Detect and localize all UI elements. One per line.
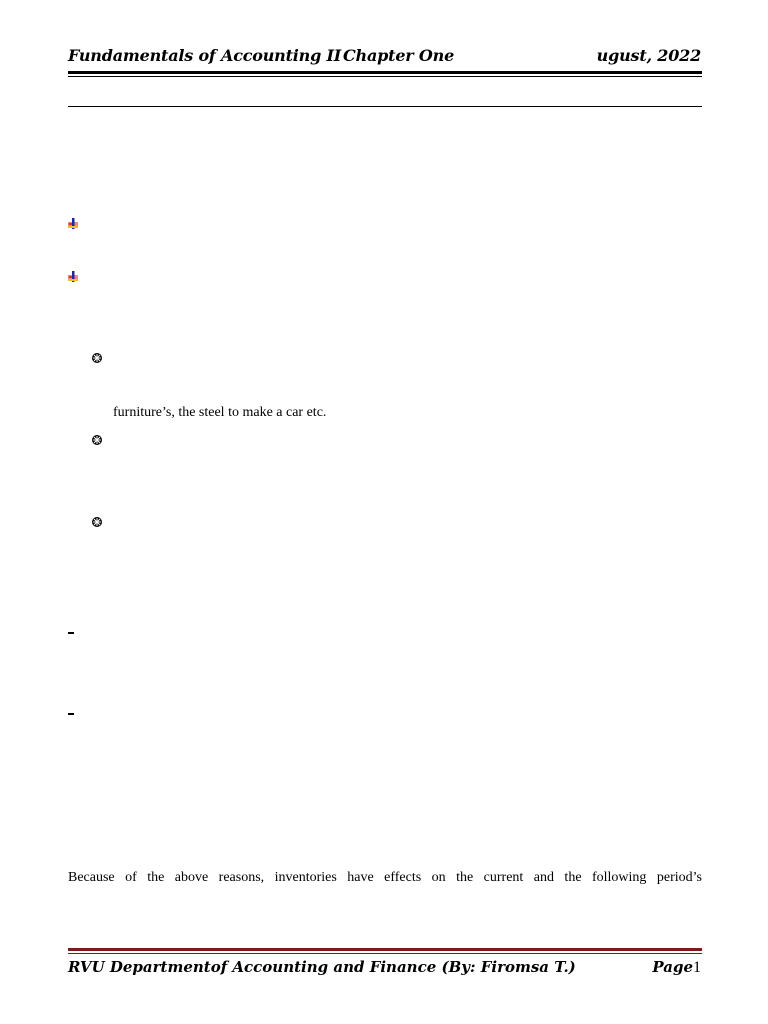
footer-rule-thick <box>68 948 702 951</box>
footer-rule-thin <box>68 953 702 954</box>
star-bullet-icon <box>91 352 103 364</box>
arrow-bullet-icon <box>66 270 80 284</box>
header-chapter: Chapter One <box>343 46 455 65</box>
footer-page-number: 1 <box>693 959 701 976</box>
footer-page-label: Page <box>652 958 693 976</box>
star-bullet-icon <box>91 516 103 528</box>
dash-bullet-icon <box>68 632 74 634</box>
header-course-title: Fundamentals of Accounting II <box>68 46 342 65</box>
footer-department: RVU Departmentof Accounting and Finance (By: Firomsa T.) <box>68 958 576 976</box>
footer-page <box>652 958 701 977</box>
body-text-furniture: furniture’s, the steel to make a car etc. <box>113 405 327 420</box>
arrow-bullet-icon <box>66 217 80 231</box>
header-date: ugust, 2022 <box>596 46 701 65</box>
header-rule-thick <box>68 71 702 74</box>
star-bullet-icon <box>91 434 103 446</box>
header-rule-thin <box>68 76 702 77</box>
dash-bullet-icon <box>68 713 74 715</box>
header-separator-rule <box>68 106 702 107</box>
body-text-because: Because of the above reasons, inventories have effects on the current and the following period’s <box>68 870 702 885</box>
